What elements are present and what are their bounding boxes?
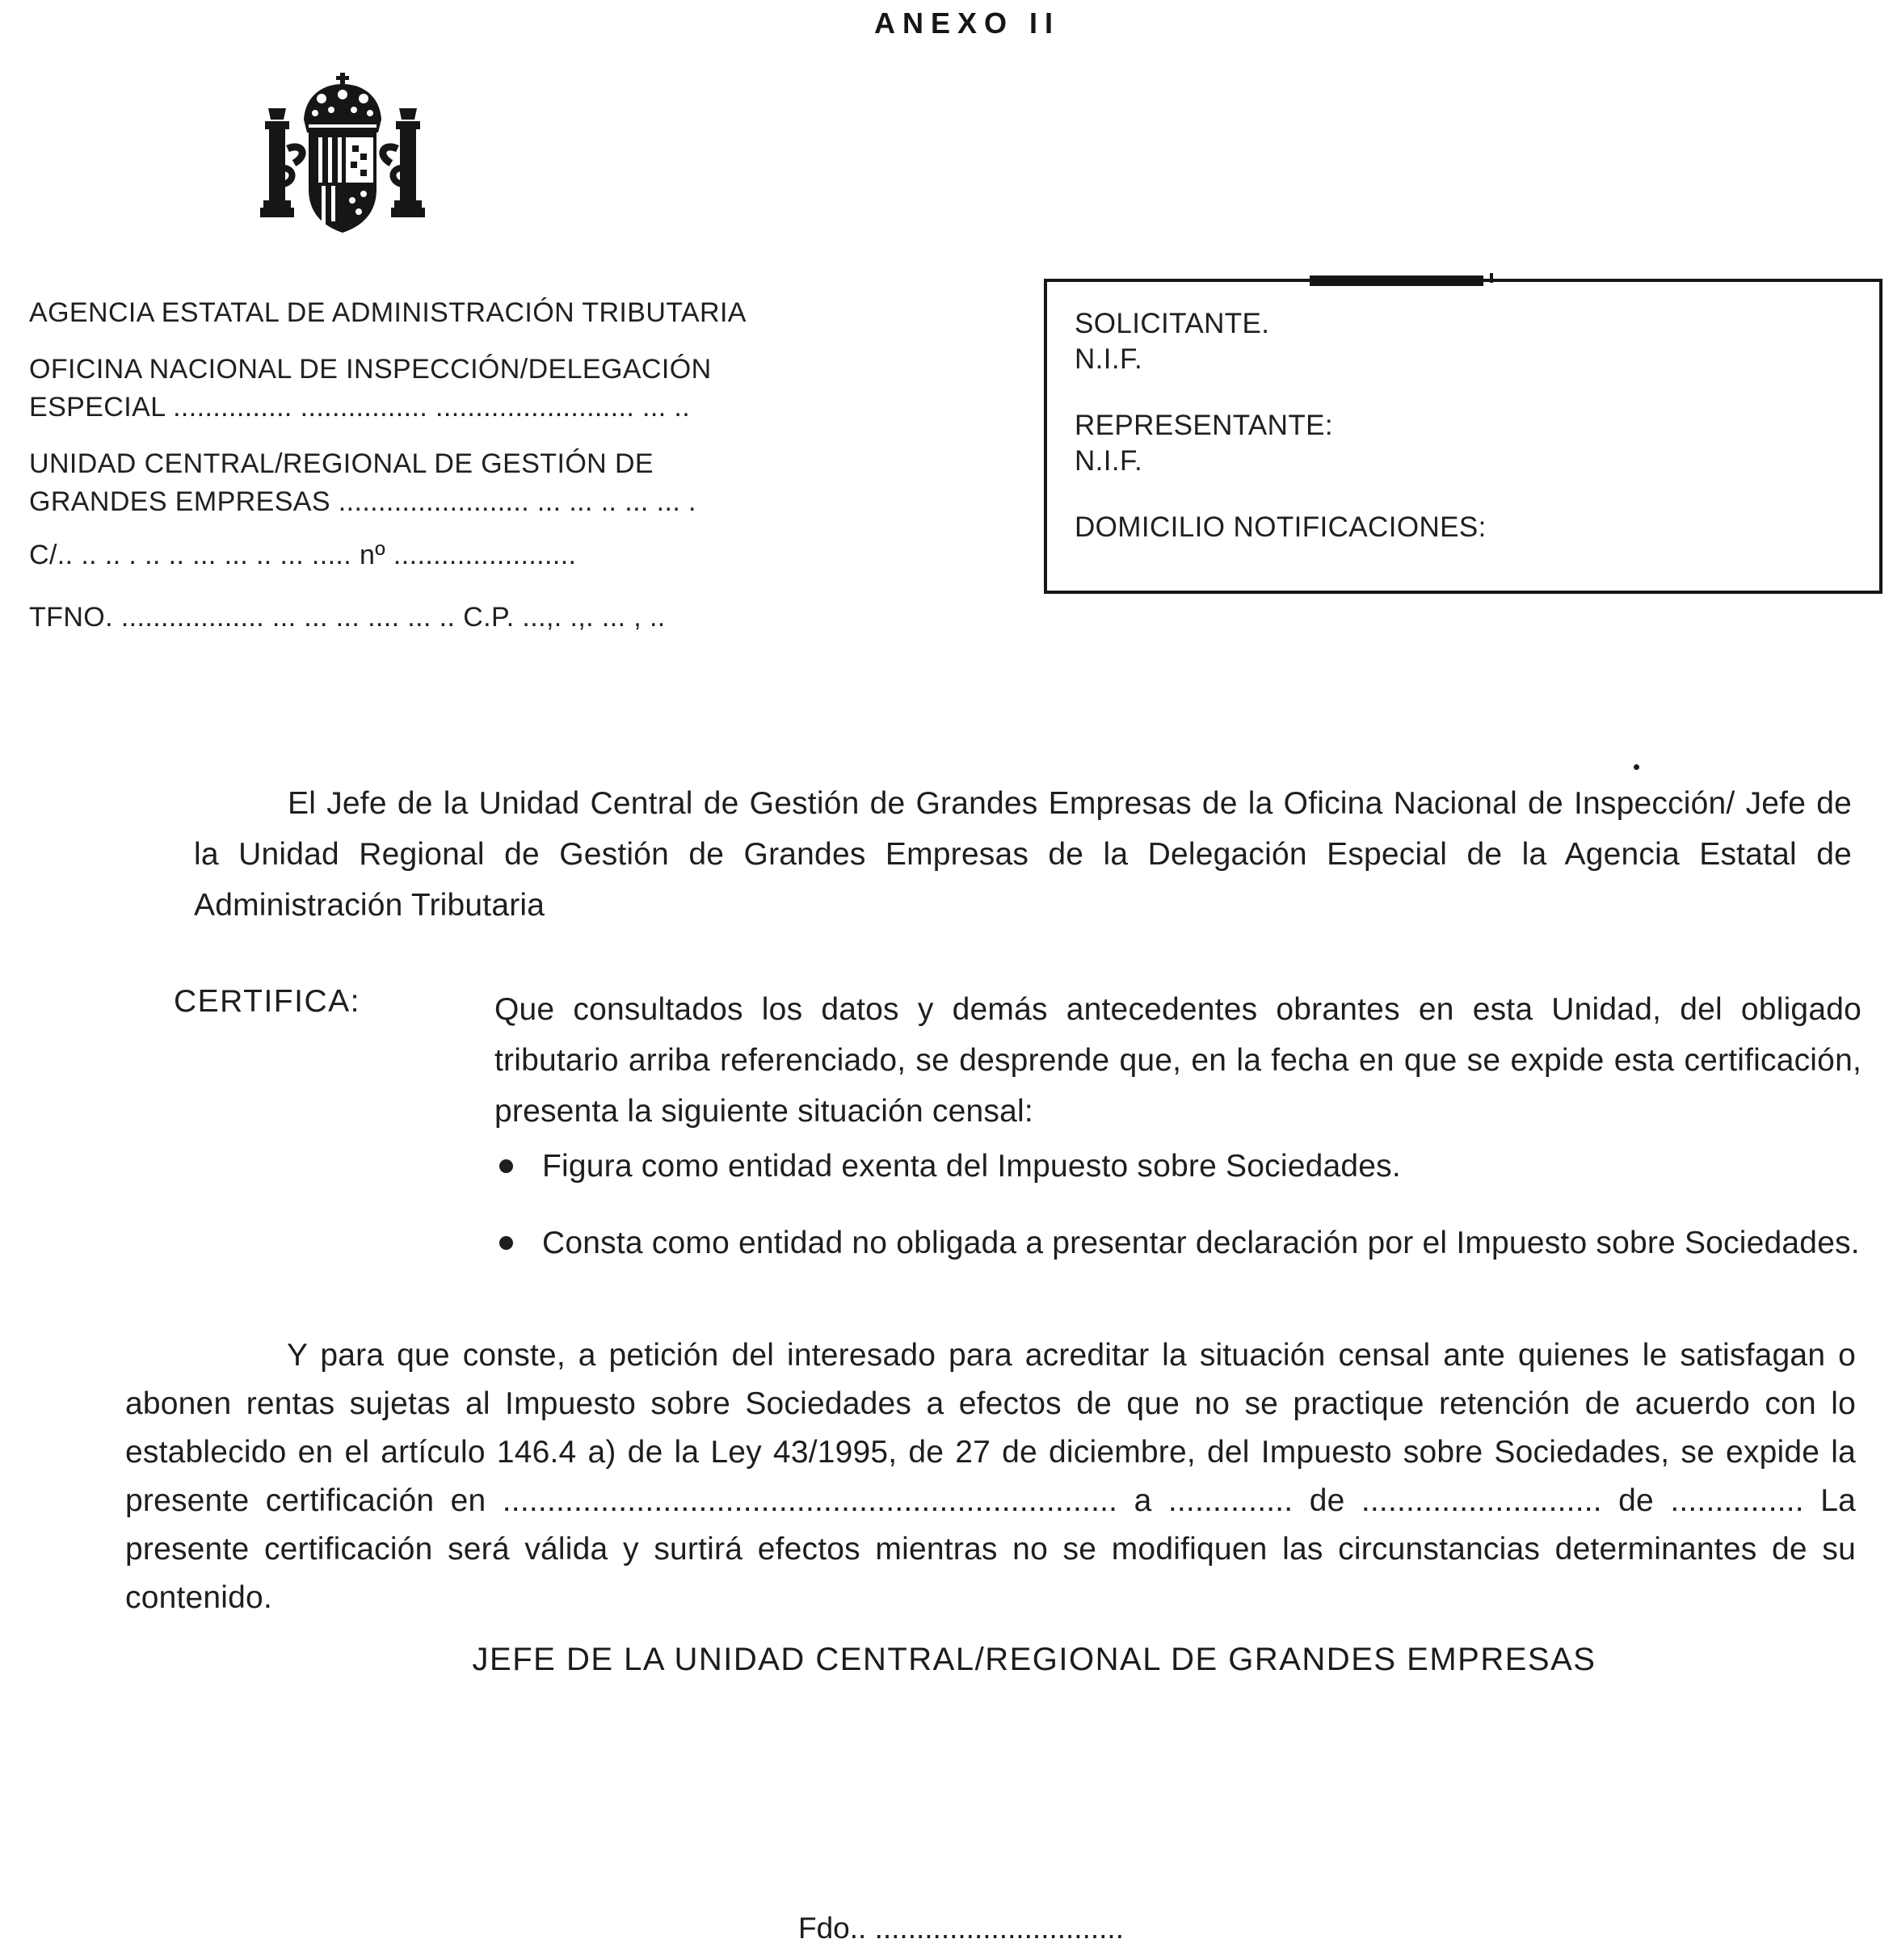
list-item (499, 1141, 1863, 1192)
office-line-2: ESPECIAL ............... ................ ......................... ... .. (29, 392, 691, 423)
applicant-info-box (1044, 279, 1882, 594)
spain-coat-of-arms-icon (252, 71, 433, 247)
phone-fill-line: TFNO. .................. ... ... ... .... ... .. C.P. ...,. .,. ... , .. (29, 602, 666, 633)
notification-address-label: DOMICILIO NOTIFICACIONES: (1075, 511, 1487, 543)
closing-paragraph: Y para que conste, a petición del interesado para acreditar la situación censal ante quienes le satisfagan o abonen rentas sujetas al Impuesto sobre Sociedades a efectos de que no se practique retención de acuerdo con lo establecido en el artículo 146.4 a) de la Ley 43/1995, de 27 de diciembre, del Impuesto sobre Sociedades, se expide la presente certificación en ..................................................................... a .............. de ........................... de ............... La presente certificación será válida y surtirá efectos mientras no se modifiquen las circunstancias determinantes de su contenido. (125, 1338, 1856, 1615)
certifies-label: CERTIFICA: (174, 984, 360, 1019)
intro-paragraph: El Jefe de la Unidad Central de Gestión de Grandes Empresas de la Oficina Nacional de Inspección/ Jefe de la Unidad Regional de Gestión de Grandes Empresas de la Delegación Especial de la Agencia Estatal de Administración Tributaria (194, 786, 1852, 923)
list-item-text: Consta como entidad no obligada a presentar declaración por el Impuesto sobre Sociedades. (542, 1226, 1860, 1260)
certifies-paragraph: Que consultados los datos y demás antecedentes obrantes en esta Unidad, del obligado tributario arriba referenciado, se desprende que, en la fecha en que se expide esta certificación, presenta la siguiente situación censal: (494, 992, 1861, 1129)
street-fill-line: C/.. .. .. . .. .. ... ... .. ... ..... nº ....................... (29, 540, 577, 570)
scan-tick-mark (1490, 273, 1493, 283)
office-line-1: OFICINA NACIONAL DE INSPECCIÓN/DELEGACIÓN (29, 354, 712, 385)
applicant-label: SOLICITANTE. (1075, 308, 1270, 339)
unit-line-2: GRANDES EMPRESAS ........................ ... ... .. ... ... . (29, 486, 696, 517)
page-title: ANEXO II (874, 6, 1061, 40)
agency-name: AGENCIA ESTATAL DE ADMINISTRACIÓN TRIBUTARIA (29, 297, 747, 328)
scan-dot-artifact (1634, 764, 1639, 770)
census-status-list (499, 1141, 1863, 1294)
representative-nif-label: N.I.F. (1075, 445, 1143, 477)
unit-line-1: UNIDAD CENTRAL/REGIONAL DE GESTIÓN DE (29, 448, 654, 479)
list-item (499, 1218, 1863, 1268)
bullet-icon (499, 1236, 513, 1250)
signature-title: JEFE DE LA UNIDAD CENTRAL/REGIONAL DE GRANDES EMPRESAS (472, 1642, 1596, 1677)
representative-label: REPRESENTANTE: (1075, 410, 1334, 441)
bullet-icon (499, 1159, 513, 1173)
signed-by-line: Fdo.. .............................. (798, 1912, 1124, 1945)
list-item-text: Figura como entidad exenta del Impuesto sobre Sociedades. (542, 1149, 1401, 1184)
applicant-nif-label: N.I.F. (1075, 343, 1143, 375)
scan-smudge-mark (1310, 275, 1483, 286)
